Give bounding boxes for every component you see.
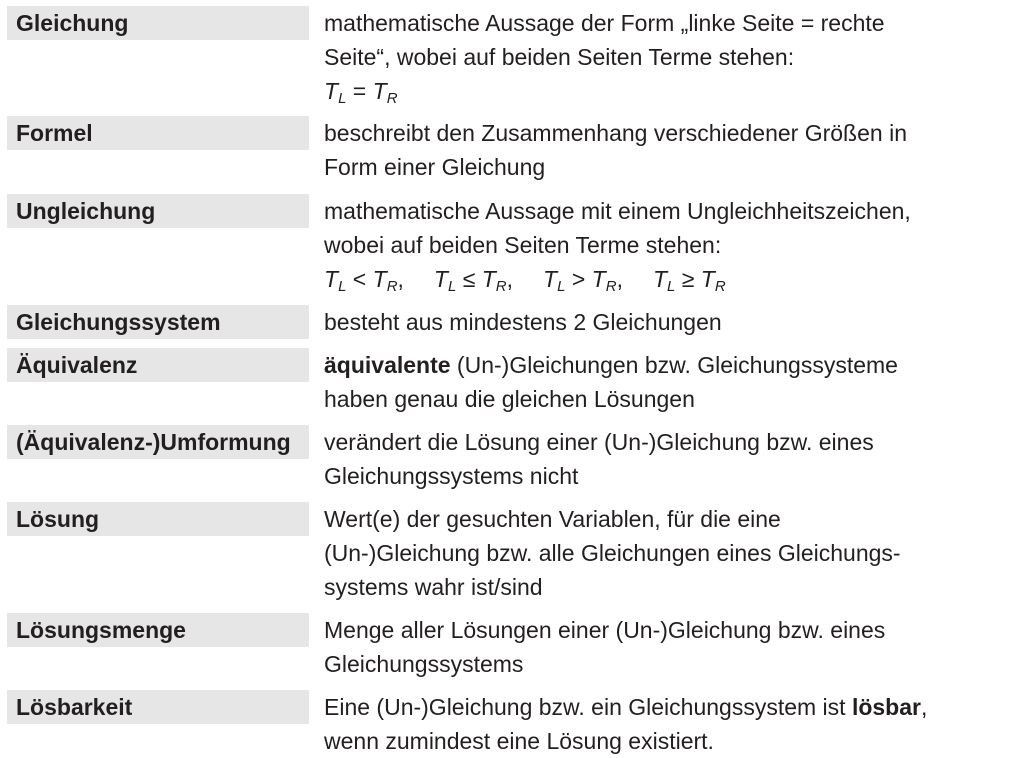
definition-aequivalenz — [324, 348, 1014, 416]
formula-inequalities — [324, 262, 1014, 296]
term-gleichungssystem: Gleichungssystem — [7, 305, 309, 339]
formula-left: T — [652, 266, 668, 292]
formula-separator: , — [397, 266, 404, 292]
formula-right-sub: R — [495, 278, 507, 295]
formula-left-sub: L — [557, 278, 566, 295]
formula-left-sub: L — [338, 278, 347, 295]
definition-line: Gleichungssystems nicht — [324, 463, 579, 489]
definition-line: mathematische Aussage mit einem Ungleichheitszeichen, — [324, 198, 911, 224]
definition-line: besteht aus mindestens 2 Gleichungen — [324, 309, 722, 335]
definition-umformung — [324, 425, 1014, 493]
formula-left: T — [543, 266, 558, 292]
inequality-less — [324, 266, 404, 295]
formula-right: T — [481, 266, 496, 292]
definition-loesungsmenge — [324, 613, 1014, 681]
formula-equation — [324, 74, 1014, 108]
formula-right-sub: R — [605, 278, 617, 295]
definition-line — [324, 690, 1014, 724]
definition-text: (Un-)Gleichungen bzw. Gleichungssysteme — [450, 352, 898, 378]
inequality-greater — [543, 266, 623, 295]
formula-operator: > — [571, 266, 586, 292]
formula-right-sub: R — [386, 278, 398, 295]
term-loesungsmenge: Lösungsmenge — [7, 613, 309, 647]
formula-right-sub: R — [386, 90, 398, 107]
formula-operator: ≤ — [462, 266, 476, 292]
term-loesung: Lösung — [7, 502, 309, 536]
definition-loesbarkeit — [324, 690, 1014, 758]
keyword-aequivalente: äquivalente — [324, 352, 451, 378]
formula-operator: < — [352, 266, 367, 292]
definition-line: Gleichungssystems — [324, 651, 524, 677]
inequality-less-equal — [433, 266, 514, 295]
term-ungleichung: Ungleichung — [7, 194, 309, 228]
definition-line: systems wahr ist/sind — [324, 574, 543, 600]
definition-line: mathematische Aussage der Form „linke Seite = rechte — [324, 10, 885, 36]
formula-right: T — [700, 266, 715, 292]
keyword-loesbar: lösbar — [851, 694, 921, 720]
definition-text: , — [920, 694, 928, 720]
formula-left-sub: L — [667, 278, 676, 295]
formula-left: T — [433, 266, 448, 292]
term-umformung: (Äquivalenz-)Umformung — [7, 425, 309, 459]
definition-ungleichung — [324, 194, 1014, 296]
definition-line: beschreibt den Zusammenhang verschiedener Größen in — [324, 120, 907, 146]
definition-line: Seite“, wobei auf beiden Seiten Terme stehen: — [324, 44, 795, 70]
definition-line: verändert die Lösung einer (Un-)Gleichung bzw. eines — [324, 429, 874, 455]
formula-right: T — [372, 78, 387, 104]
term-gleichung: Gleichung — [7, 6, 309, 40]
term-loesbarkeit: Lösbarkeit — [7, 690, 309, 724]
definition-line: Menge aller Lösungen einer (Un-)Gleichung bzw. eines — [324, 617, 886, 643]
term-formel: Formel — [7, 116, 309, 150]
definition-line: wobei auf beiden Seiten Terme stehen: — [324, 232, 722, 258]
definition-line — [324, 348, 1014, 382]
formula-left: T — [324, 266, 339, 292]
definition-text: Eine (Un-)Gleichung bzw. ein Gleichungssystem ist — [324, 694, 852, 720]
definition-line: wenn zumindest eine Lösung existiert. — [324, 728, 714, 754]
definition-loesung — [324, 502, 1014, 604]
definition-line: (Un-)Gleichung bzw. alle Gleichungen eines Gleichungs- — [324, 540, 901, 566]
inequality-greater-equal — [652, 266, 726, 295]
formula-separator: , — [506, 266, 514, 292]
formula-separator: , — [616, 266, 623, 292]
definition-line: haben genau die gleichen Lösungen — [324, 386, 695, 412]
formula-right: T — [591, 266, 606, 292]
formula-operator: ≥ — [681, 266, 695, 292]
formula-left-sub: L — [338, 90, 347, 107]
definition-formel — [324, 116, 1014, 184]
definition-gleichung — [324, 6, 1014, 108]
formula-left: T — [324, 78, 339, 104]
definition-gleichungssystem — [324, 305, 1014, 339]
formula-left-sub: L — [447, 278, 457, 295]
formula-operator: = — [352, 78, 367, 104]
definition-line: Wert(e) der gesuchten Variablen, für die eine — [324, 506, 781, 532]
term-aequivalenz: Äquivalenz — [7, 348, 309, 382]
formula-right: T — [372, 266, 387, 292]
definition-line: Form einer Gleichung — [324, 154, 546, 180]
formula-right-sub: R — [714, 278, 726, 295]
